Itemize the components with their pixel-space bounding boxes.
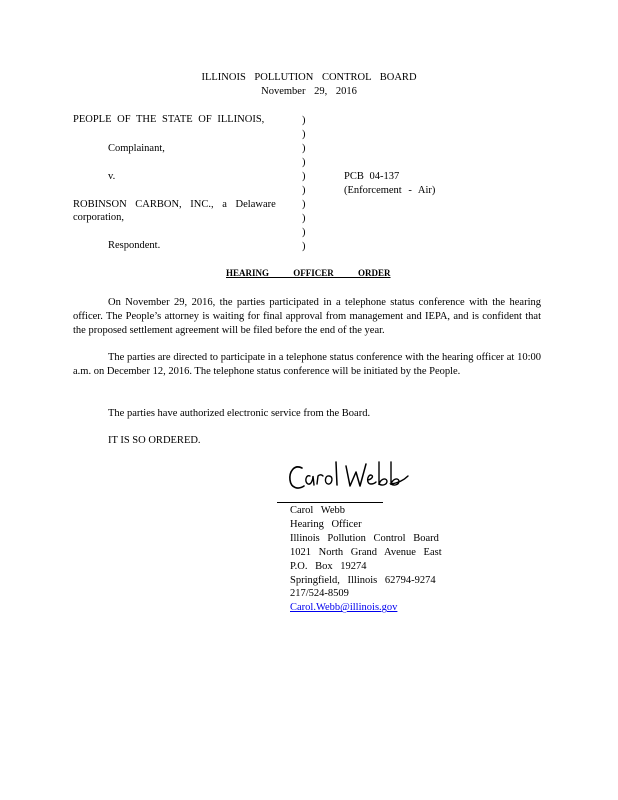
signer-street: 1021 North Grand Avenue East [290,546,442,558]
paragraph-status: On November 29, 2016, the parties participated in a telephone status conference with the hearing officer. The People’s attorney is waiting for final approval from management and IEPA, and is confident that the proposed settlement agreement will be filed before the end of the year. [73,297,541,336]
paragraph-service: The parties have authorized electronic service from the Board. [108,408,371,419]
caption-bracket: ) ) ) ) ) ) ) ) ) ) [302,115,306,252]
signer-organization: Illinois Pollution Control Board [290,532,439,544]
signature-line [277,502,383,503]
defendant-name: ROBINSON CARBON, INC., a Delaware [73,199,276,210]
signer-email-link[interactable]: Carol.Webb@illinois.gov [290,602,398,614]
versus-label: v. [108,171,116,182]
plaintiff-name: PEOPLE OF THE STATE OF ILLINOIS, [73,114,265,125]
closing-statement: IT IS SO ORDERED. [108,435,201,446]
signer-po-box: P.O. Box 19274 [290,560,367,572]
handwritten-signature [286,458,414,498]
signer-name: Carol Webb [290,505,345,516]
complainant-label: Complainant, [108,143,165,154]
signer-city: Springfield, Illinois 62794-9274 [290,574,436,586]
case-number: PCB 04-137 [344,171,400,182]
order-date: November 29, 2016 [261,86,357,97]
signer-title: Hearing Officer [290,518,362,530]
respondent-label: Respondent. [108,240,161,251]
order-title: HEARING OFFICER ORDER [226,268,391,278]
paragraph-directive: The parties are directed to participate in a telephone status conference with the hearing officer at 10:00 a.m. on December 12, 2016. The telephone status conference will be initiated by the People. [73,352,541,377]
signer-phone: 217/524-8509 [290,588,349,600]
defendant-entity: corporation, [73,212,125,223]
agency-name: ILLINOIS POLLUTION CONTROL BOARD [201,72,417,83]
case-type: (Enforcement - Air) [344,185,436,196]
signature-block [290,504,442,615]
